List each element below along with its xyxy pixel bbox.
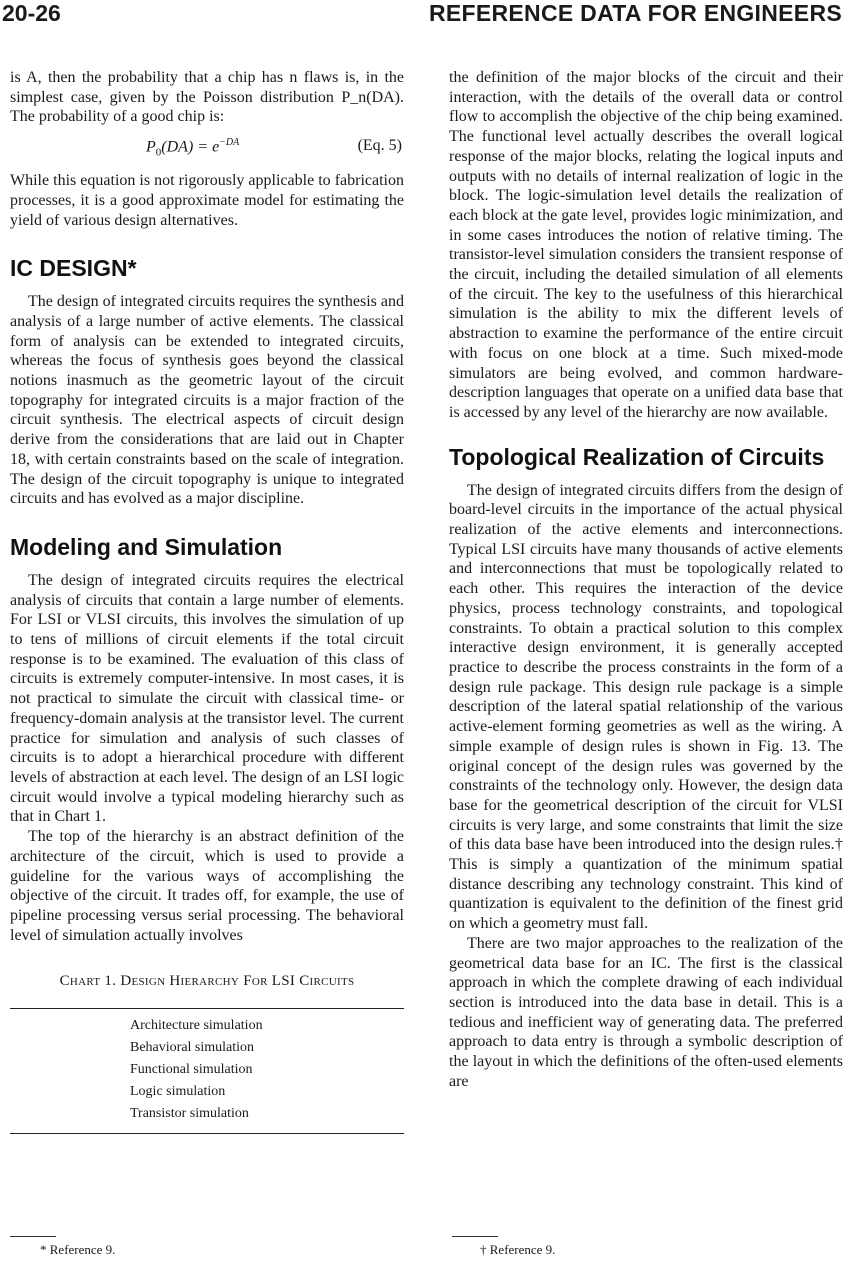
chart-table	[10, 1008, 404, 1134]
equation-rhs: (DA) = e	[161, 138, 220, 156]
intro-paragraph: is A, then the probability that a chip has n flaws is, in the simplest case, given by the Poisson distribution P_n(DA). The probability of a good chip is:	[10, 69, 404, 126]
ic-design-paragraph: The design of integrated circuits requires the synthesis and analysis of a large number of active elements. The classical form of analysis can be extended to integrated circuits, whereas the focus of synthesis goes beyond the classical notions inasmuch as the geometric layout of the circuit topography for integrated circuits is a major fraction of the circuit synthesis. The electrical aspects of circuit design derive from the considerations that are laid out in Chapter 18, with certain constraints based on the scale of integration. The design of the circuit topography is unique to integrated circuits and has evolved as a major discipline.	[10, 293, 404, 508]
modeling-paragraph-2: The top of the hierarchy is an abstract definition of the architecture of the circuit, which is used to provide a guideline for the various ways of accomplishing the objective of the circuit. It trades off, for example, the use of pipeline processing versus serial processing. The behavioral level of simulation actually involves	[10, 828, 404, 944]
page-number: 20-26	[2, 0, 61, 26]
footnote-rule-left	[10, 1236, 56, 1237]
right-column	[449, 68, 843, 1091]
equation-exponent: −DA	[219, 137, 240, 149]
chart-row: Functional simulation	[130, 1062, 253, 1078]
left-column	[10, 68, 404, 1134]
footnote-left: * Reference 9.	[40, 1242, 116, 1257]
footnote-rule-right	[452, 1236, 498, 1237]
chart-row: Architecture simulation	[130, 1018, 263, 1034]
running-head	[0, 0, 854, 28]
modeling-paragraph-1: The design of integrated circuits requires the electrical analysis of circuits that contain a large number of elements. For LSI or VLSI circuits, this involves the simulation of up to tens of millions of circuit elements if the total circuit response is to be examined. The evaluation of this class of circuits is extremely computer-intensive. In most cases, it is not practical to simulate the circuit with classical time- or frequency-domain analysis at the transistor level. The current practice for simulation and analysis of such classes of circuits is to adopt a hierarchical procedure with different levels of abstraction at each level. The design of an LSI logic circuit would involve a typical modeling hierarchy such as that in Chart 1.	[10, 571, 404, 826]
chart-row: Transistor simulation	[130, 1106, 249, 1122]
footnote-right: † Reference 9.	[480, 1242, 556, 1257]
topological-paragraph-2: There are two major approaches to the realization of the geometrical data base for an IC. The first is the classical approach in which the complete drawing of each individual section is introduced into the data base in detail. This is a tedious and inefficient way of generating data. The preferred approach to data entry is through a symbolic description of the layout in which the definitions of the often-used elements are	[449, 934, 843, 1090]
chart-caption: Chart 1. Design Hierarchy For LSI Circuits	[59, 973, 355, 990]
equation-label: (Eq. 5)	[357, 137, 402, 155]
book-title: REFERENCE DATA FOR ENGINEERS	[428, 0, 842, 26]
topological-paragraph-1: The design of integrated circuits differs from the design of board-level circuits in the importance of the actual physical realization of the active elements and interconnections. Typical LSI circuits have many thousands of active elements and interconnections that must be topologically related to each other. This requires the interaction of the device physics, process technology constraints, and topological constraints. To obtain a practical solution to this complex interactive design environment, it is generally accepted practice to describe the process constraints in the form of a design rule package. This design rule package is a simple description of the lateral spatial relationship of the various active-element forming geometries as well as the wiring. A simple example of design rules is shown in Fig. 13. The original concept of the design rules was governed by the constraints of the technology only. However, the design data base for the geometrical description of the circuit for VLSI circuits is very large, and some constraints that limit the size of this data base have been introduced into the design rules.† This is simply a quantization of the minimum spatial distance describing any technology constraint. This kind of quantization is equivalent to the definition of the finest grid on which a geometry must fall.	[449, 481, 843, 933]
equation-lhs-subscript: 0	[155, 146, 162, 159]
section-heading-topological: Topological Realization of Circuits	[449, 443, 825, 470]
chart-row: Behavioral simulation	[130, 1040, 255, 1056]
equation-lhs: P	[146, 138, 156, 156]
right-paragraph-1: the definition of the major blocks of the circuit and their interaction, with the details of the overall data or control flow to accomplish the objective of the chip being examined. The functional level actually describes the overall logical response of the major blocks, relating the logical inputs and outputs with no details of internal realization of logic in the block. The logic-simulation level details the realization of each block at the gate level, provides logic minimization, and in some cases introduces the notion of relative timing. The transistor-level simulation considers the transient response of the circuit, including the detailed simulation of all elements of the circuit. The key to the usefulness of this hierarchical simulation is the ability to mix the different levels of abstraction to examine the performance of the entire circuit with focus on one block at a time. Such mixed-mode simulators are being evolved, and common hardware-description languages that operate on a unified data base that is accessed by any level of the hierarchy are now available.	[449, 69, 843, 421]
chart-row: Logic simulation	[130, 1084, 226, 1100]
equation-body	[146, 137, 239, 159]
section-heading-modeling: Modeling and Simulation	[10, 533, 283, 560]
after-equation-paragraph: While this equation is not rigorously applicable to fabrication processes, it is a good approximate model for estimating the yield of various design alternatives.	[10, 172, 404, 229]
section-heading-ic-design: IC DESIGN*	[10, 255, 137, 282]
equation-5	[10, 137, 404, 159]
